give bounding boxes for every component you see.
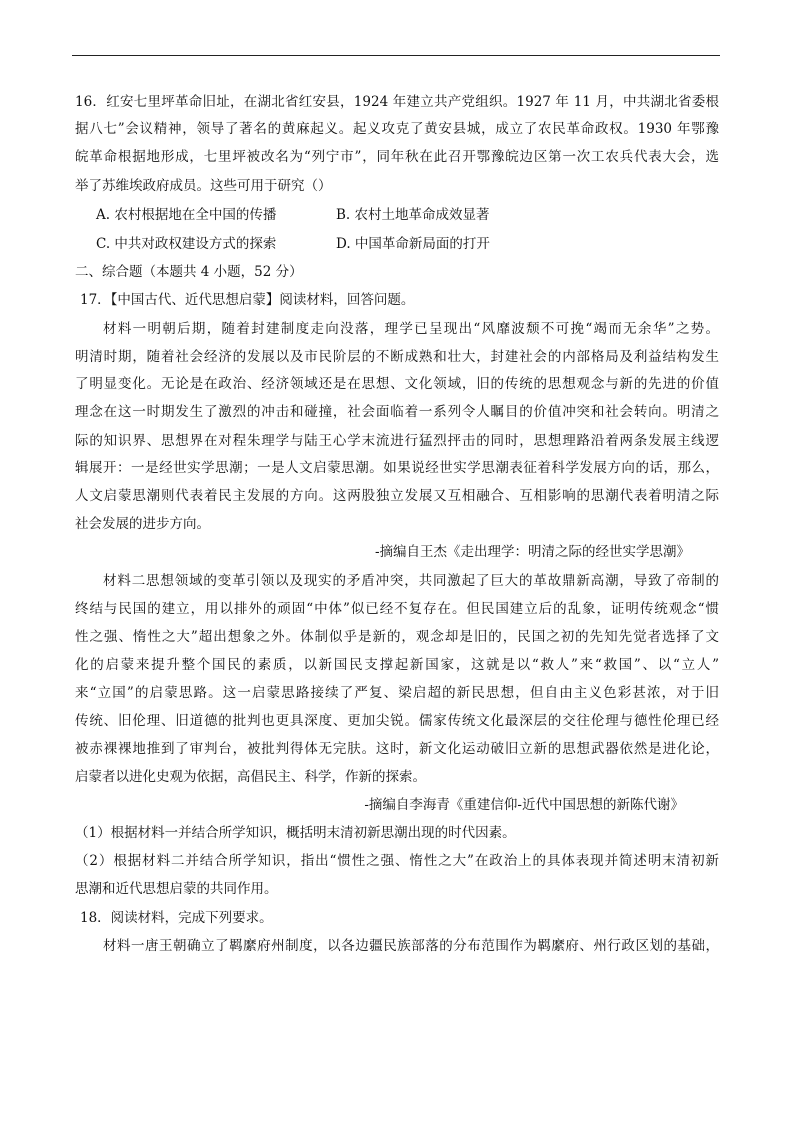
q17-material1-line-2: 明清时期，随着社会经济的发展以及市民阶层的不断成熟和壮大，封建社会的内部格局及利益结构发生 [75, 349, 719, 365]
q17-material2-line-7: 被赤裸裸地推到了审判台，被批判得体无完肤。这时，新文化运动破旧立新的思想武器依然是进化论， [75, 741, 719, 757]
q16-option-d: D. 中国革命新局面的打开 [336, 236, 490, 252]
header-rule [72, 55, 720, 56]
q17-material1-line-5: 际的知识界、思想界在对程朱理学与陆王心学末流进行猛烈抨击的同时，思想理路沿着两条发展主线逻 [75, 433, 719, 449]
q17-material1-line-8: 社会发展的进步方向。 [75, 516, 210, 532]
q18-material1-line-1: 材料一唐王朝确立了羁縻府州制度，以各边疆民族部落的分布范围作为羁縻府、州行政区划的基础， [103, 938, 719, 954]
q16-option-b: B. 农村土地革命成效显著 [336, 207, 490, 223]
q16-option-c: C. 中共对政权建设方式的探索 [96, 236, 277, 252]
q17-material2-source: -摘编自李海青《重建信仰-近代中国思想的新陈代谢》 [364, 797, 684, 813]
q17-material2-line-5: 来“立国”的启蒙思路。这一启蒙思路接续了严复、梁启超的新民思想，但自由主义色彩甚浓，对于旧 [75, 685, 719, 701]
q17-material2-line-6: 传统、旧伦理、旧道德的批判也更具深度、更加尖锐。儒家传统文化最深层的交往伦理与德性伦理已经 [75, 713, 719, 729]
q17-subquestion-2-line-1: （2）根据材料二并结合所学知识，指出“惯性之强、惰性之大”在政治上的具体表现并简述明末清初新 [75, 853, 719, 869]
q17-intro: 17．【中国古代、近代思想启蒙】阅读材料，回答问题。 [80, 292, 415, 308]
q17-material2-line-4: 化的启蒙来提升整个国民的素质，以新国民支撑起新国家，这就是以“救人”来“救国”、以“立人” [75, 657, 719, 673]
q16-option-a: A. 农村根据地在全中国的传播 [96, 207, 277, 223]
q17-material2-line-1: 材料二思想领域的变革引领以及现实的矛盾冲突，共同激起了巨大的革故鼎新高潮，导致了帝制的 [103, 573, 719, 589]
q16-line-1: 16．红安七里坪革命旧址，在湖北省红安县，1924 年建立共产党组织。1927 年 11 月，中共湖北省委根 [75, 94, 719, 110]
q17-material2-line-2: 终结与民国的建立，用以排外的顽固“中体”似已经不复存在。但民国建立后的乱象，证明传统观念“惯 [75, 601, 719, 617]
q16-line-2: 据八七”会议精神，领导了著名的黄麻起义。起义攻克了黄安县城，成立了农民革命政权。1930 年鄂豫 [75, 121, 719, 137]
q16-line-4: 举了苏维埃政府成员。这些可用于研究（） [75, 178, 332, 194]
q16-line-3: 皖革命根据地形成，七里坪被改名为“列宁市”，同年秋在此召开鄂豫皖边区第一次工农兵代表大会，选 [75, 149, 719, 165]
q17-subquestion-1: （1）根据材料一并结合所学知识，概括明末清初新思潮出现的时代因素。 [75, 825, 516, 841]
q17-material2-line-3: 性之强、惰性之大”超出想象之外。体制似乎是新的，观念却是旧的，民国之初的先知先觉者选择了文 [75, 629, 719, 645]
q17-material2-line-8: 启蒙者以进化史观为依据，高倡民主、科学，作新的探索。 [75, 769, 426, 785]
q17-material1-line-1: 材料一明朝后期，随着封建制度走向没落，理学已呈现出“风靡波颓不可挽“竭而无余华”之势。 [103, 321, 719, 337]
q17-material1-line-6: 辑展开：一是经世实学思潮；一是人文启蒙思潮。如果说经世实学思潮表征着科学发展方向的话，那么， [75, 460, 719, 476]
q17-subquestion-2-line-2: 思潮和近代思想启蒙的共同作用。 [75, 881, 278, 897]
q17-material1-line-7: 人文启蒙思潮则代表着民主发展的方向。这两股独立发展又互相融合、互相影响的思潮代表着明清之际 [75, 488, 719, 504]
q18-intro: 18．阅读材料，完成下列要求。 [80, 910, 273, 926]
q17-material1-line-3: 了明显变化。无论是在政治、经济领域还是在思想、文化领域，旧的传统的思想观念与新的先进的价值 [75, 376, 719, 392]
q17-material1-line-4: 理念在这一时期发生了激烈的冲击和碰撞，社会面临着一系列令人瞩目的价值冲突和社会转向。明清之 [75, 404, 719, 420]
section-heading: 二、综合题（本题共 4 小题，52 分） [75, 264, 303, 280]
q17-material1-source: -摘编自王杰《走出理学：明清之际的经世实学思潮》 [374, 544, 690, 560]
